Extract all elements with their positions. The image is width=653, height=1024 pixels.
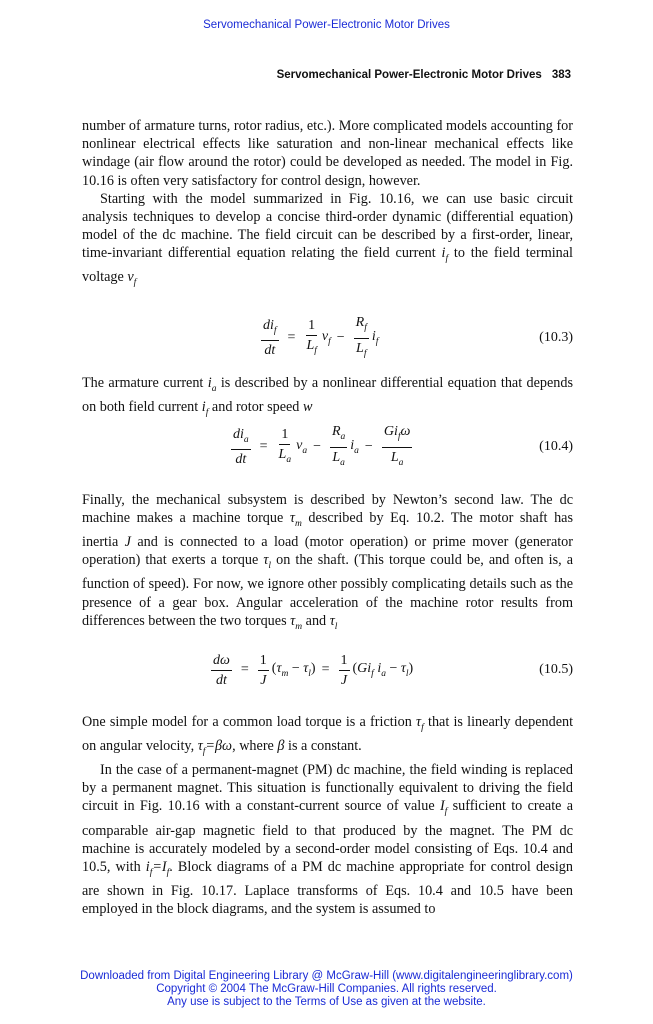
- paragraph-1: number of armature turns, rotor radius, etc.). More complicated models accounting for nonlinear electrical effects like saturation and non-linear mechanical effects like windage (air flow around the rotor) could be developed as needed. The model in Fig. 10.16 is often very satisfactory for control design, however.: [82, 118, 573, 189]
- footer-line-3: Any use is subject to the Terms of Use as given at the website.: [167, 996, 486, 1008]
- equation-number: (10.3): [539, 330, 573, 345]
- equation-10-5: $\frac{d\omega}{dt}$ = $\frac{1}{J}$ $(\tau_m - \tau_l)$ = $\frac{1}{J}$ ($Gi_f$ $i_a - \tau_l$) (10.5): [213, 652, 573, 688]
- equation-10-4: $\frac{di_a}{dt}$ = $\frac{1}{L_a}$ $v_a$ − $\frac{R_a}{L_a}$ $i_a$ − $\frac{Gi_f\omega}{L_a}$ (10.4): [233, 423, 573, 468]
- top-banner: Servomechanical Power-Electronic Motor Drives: [203, 19, 450, 31]
- text-block-1: [82, 117, 573, 292]
- footer-line-1: Downloaded from Digital Engineering Library @ McGraw-Hill (www.digitalengineeringlibrary.com): [80, 970, 573, 982]
- text-block-4: [82, 713, 573, 918]
- equation-number: (10.5): [539, 662, 573, 677]
- paragraph-5: One simple model for a common load torque is a friction $\tau_f$ that is linearly dependent on angular velocity, $\tau_f=\beta\omega$, where β is a constant.: [82, 714, 574, 757]
- equation-number: (10.4): [539, 439, 573, 454]
- running-head-title: Servomechanical Power-Electronic Motor Drives: [276, 69, 542, 81]
- paragraph-6: In the case of a permanent-magnet (PM) dc machine, the field winding is replaced by a permanent magnet. This situation is functionally equivalent to driving the field circuit in Fig. 10.16 with a constant-current source of value $I_f$ sufficient to create a comparable air-gap magnetic field to that produced by the magnet. The PM dc machine is accurately modeled by a second-order model consisting of Eqs. 10.4 and 10.5, with $i_f=I_f$. Block diagrams of a PM dc machine appropriate for control design are shown in Fig. 10.17. Laplace transforms of Eqs. 10.4 and 10.5 have been employed in the block diagrams, and the system is assumed to: [82, 762, 574, 918]
- footer-line-2: Copyright © 2004 The McGraw-Hill Companies. All rights reserved.: [156, 983, 497, 995]
- download-footer: [0, 970, 653, 1009]
- page-number: 383: [551, 69, 571, 81]
- text-block-3: [82, 491, 573, 636]
- running-head: [277, 69, 571, 81]
- paragraph-4: Finally, the mechanical subsystem is described by Newton’s second law. The dc machine makes a machine torque $\tau_m$ described by Eq. 10.2. The motor shaft has inertia J and is connected to a load (motor operation) or prime mover (generator operation) that exerts a torque $\tau_l$ on the shaft. (This torque could be, and often is, a function of speed). For now, we ignore other possibly complicating details such as the presence of a gear box. Angular acceleration of the machine rotor results from differences between the two torques $\tau_m$ and $\tau_l$: [82, 492, 574, 632]
- equation-10-3: $\frac{di_f}{dt}$ = $\frac{1}{L_f}$ $v_f$ − $\frac{R_f}{L_f}$ $i_f$ (10.3): [263, 314, 573, 359]
- paragraph-3: The armature current $i_a$ is described by a nonlinear differential equation that depends on both field current $i_f$ and rotor speed w: [82, 375, 574, 418]
- text-block-2: [82, 374, 573, 422]
- paragraph-2: Starting with the model summarized in Fig. 10.16, we can use basic circuit analysis techniques to develop a concise third-order dynamic (differential equation) model of the dc machine. The field circuit can be described by a first-order, linear, time-invariant differential equation relating the field current $i_f$ to the field terminal voltage $v_f$: [82, 190, 573, 289]
